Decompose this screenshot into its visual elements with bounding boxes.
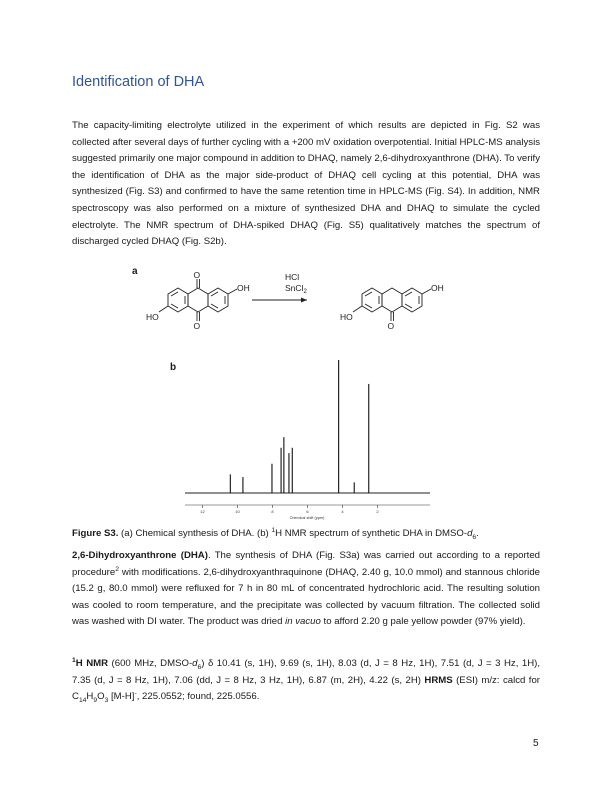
solvent-sub: 6 [197,663,202,671]
synthesis-text2: with modifications. 2,6-dihydroxyanthraquinone (DHAQ, 2.40 g, 10.0 mmol) and stannous chloride (15.2 g, 80.0 mmol) were refluxed for 7 h in 80 mL of concentrated hydrochloric acid. The resulting solution was cooled to room temperature, and the precipitate was collected by vacuum filtration. The collected solid was washed with DI water. The product was dried [72,566,540,628]
hrms-label: HRMS [424,674,453,686]
page-number: 5 [533,738,539,749]
hrms-text: (ESI) m/z: calcd for C [72,674,540,703]
compound-title: 2,6-Dihydroxyanthrone (DHA) [72,550,208,561]
caption-sup: 1 [271,526,276,534]
formula-o: O [97,691,105,703]
x-tick-label-3: 6 [306,509,309,514]
arrow-head [301,298,307,303]
synthesis-text3: to afford 2.20 g pale yellow powder (97% yield). [320,616,526,628]
formula-h: H [86,691,94,703]
solvent-italic: d [192,658,198,669]
caption-italic: d [467,528,473,539]
solvent-open: (600 MHz, DMSO- [108,658,193,669]
formula-h9: 9 [93,697,98,705]
caption-part2: H NMR spectrum of synthetic DHA in DMSO- [275,528,468,539]
nmr-label: H NMR [75,658,109,669]
caption-label: Figure S3. [72,528,119,539]
dha-oh: OH [431,283,444,293]
ion-sup: - [134,690,137,697]
dhaq-o-top: O [193,270,201,280]
x-tick-label-2: 8 [271,509,274,514]
dha-ho: HO [340,312,353,322]
dha-structure [353,288,431,321]
reaction-scheme [140,262,480,342]
caption-part1: (a) Chemical synthesis of DHA. (b) [118,528,272,539]
solvent-close: ) [201,658,205,669]
tick-group [200,505,379,514]
dhaq-structure [159,279,237,321]
dha-o-bottom: O [387,321,395,331]
x-axis-label: Chemical shift (ppm) [289,516,325,520]
figure-label-b: b [170,362,177,373]
caption-sub: 6 [472,533,477,541]
peak-group [230,360,368,493]
reference-marker: 2 [115,565,119,573]
x-tick-label-0: 12 [200,509,205,514]
dhaq-ho: HO [146,312,159,322]
paragraph-identification: The capacity-limiting electrolyte utilized in the experiment of which results are depicted in Fig. S2 was collected after several days of further cycling with a +200 mV oxidation overpotential. Initial HPLC-MS analysis suggested primarily one major compound in addition to DHAQ, namely 2,6-dihydroxyanthrone (DHA). To verify the identification of DHA as the major side-product of DHAQ cell cycling at this potential, DHA was synthesized (Fig. S3) and confirmed to have the same retention time in HPLC-MS (Fig. S4). In addition, NMR spectroscopy was also performed on a mixture of synthesized DHA and DHAQ to simulate the cycled electrolyte. The NMR spectrum of DHA-spiked DHAQ (Fig. S5) qualitatively matches the spectrum of discharged cycled DHAQ (Fig. S2b). [72,120,541,248]
reagent-hcl: HCl [285,272,300,282]
x-tick-label-5: 2 [376,509,379,514]
dhaq-o-bottom: O [193,321,201,331]
in-vacuo: in vacuo [285,616,321,628]
figure-caption [72,528,540,539]
nmr-sup: 1 [72,656,76,664]
x-tick-label-4: 4 [341,509,344,514]
reagent-sncl2: SnCl$_2$ [285,283,307,295]
formula-c14: 14 [78,697,87,705]
figure-label-a: a [132,266,138,277]
caption-end: . [476,528,479,539]
formula-o3: 3 [104,697,109,705]
paragraph-characterization [72,656,540,706]
nmr-data: δ 10.41 (s, 1H), 9.69 (s, 1H), 8.03 (d, J = 8 Hz, 1H), 7.51 (d, J = 3 Hz, 1H), 7.35 (d, J = 8 Hz, 1H), 7.06 (dd, J = 8 Hz, 3 Hz, 1H), 6.87 (m, 2H), 4.22 (s, 2H) [72,658,540,686]
nmr-spectrum [180,355,440,525]
paragraph-synthesis [72,548,540,631]
ion-open: [M-H] [108,691,135,703]
dhaq-oh: OH [237,283,250,293]
section-heading: Identification of DHA [72,74,205,90]
x-tick-label-1: 10 [235,509,240,514]
ion-rest: , 225.0552; found, 225.0556. [136,691,260,703]
synthesis-text1: . The synthesis of DHA (Fig. S3a) was carried out according to a reported procedure [72,550,541,578]
